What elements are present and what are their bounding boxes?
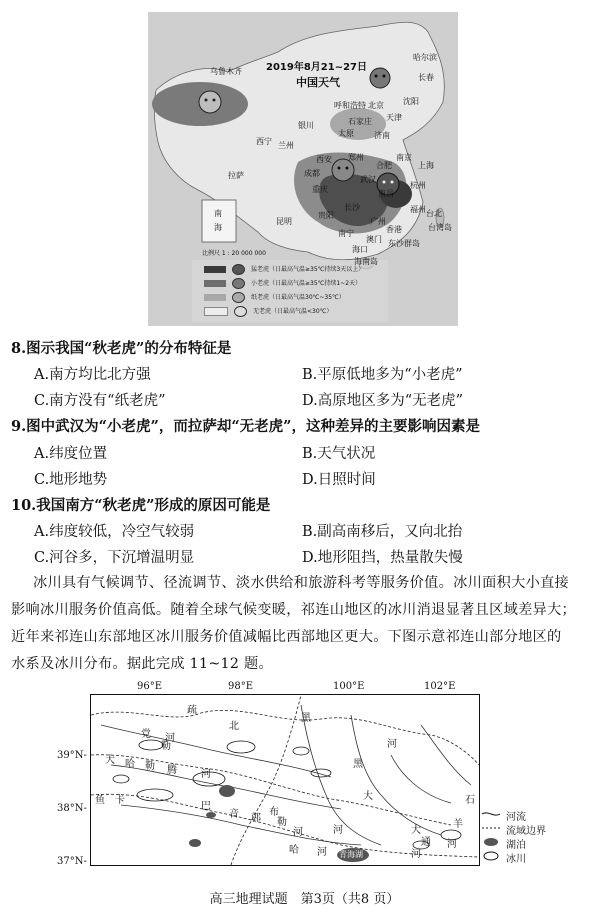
city-label: 南昌 [378, 189, 394, 198]
city-label: 济南 [374, 131, 390, 140]
city-label: 南京 [396, 153, 412, 162]
river-label: 郭 [251, 813, 261, 824]
city-label: 海南岛 [354, 257, 378, 266]
river-label: 党 [141, 729, 151, 740]
city-label: 沈阳 [403, 97, 419, 106]
option-8b: B.平原低地多为“小老虎” [302, 367, 463, 383]
legend-row [204, 264, 364, 274]
city-label: 上海 [418, 161, 434, 170]
river-label: 河 [293, 827, 303, 838]
city-label: 南宁 [338, 229, 354, 238]
city-label: 昆明 [276, 217, 292, 226]
city-label: 台北 [426, 209, 442, 218]
city-label: 银川 [298, 121, 314, 130]
lon-label: 98°E [228, 681, 254, 692]
river-label: 哈 [125, 759, 135, 770]
river-label: 河 [447, 839, 457, 850]
lake-label: 青海湖 [339, 850, 363, 859]
qilian-map [90, 694, 480, 866]
legend-swatch [204, 266, 226, 273]
passage-line: 近年来祁连山东部地区冰川服务价值减幅比西部地区更大。下图示意祁连山部分地区的 [11, 629, 562, 645]
inset-label: 海 [214, 223, 222, 232]
city-label: 长春 [418, 73, 434, 82]
city-label: 海口 [352, 245, 368, 254]
option-10b: B.副高南移后，又向北抬 [302, 524, 463, 540]
legend-swatch [204, 280, 226, 287]
river-label: 腾 [167, 765, 177, 776]
city-label: 石家庄 [348, 117, 372, 126]
river-label: 巴 [201, 801, 211, 812]
legend-label: 无老虎（日最高气温<30℃） [253, 308, 333, 315]
passage-line: 影响冰川服务价值高低。随着全球气候变暖，祁连山地区的冰川消退显著且区域差异大； [11, 602, 577, 618]
city-label: 重庆 [312, 185, 328, 194]
river-label: 鱼 [95, 795, 105, 806]
river-label: 布 [269, 807, 279, 818]
passage-line: 冰川具有气候调节、径流调节、淡水供给和旅游科考等服务价值。冰川面积大小直接 [33, 575, 570, 591]
legend-boundary: 流域边界 [506, 826, 546, 837]
page-footer: 高三地理试题 第3页（共8 页） [209, 892, 400, 907]
tiger-icon [370, 68, 390, 88]
legend-glacier: 冰川 [506, 854, 526, 865]
river-label: 勒 [277, 817, 287, 828]
map-title: 2019年8月21~27日 [266, 62, 368, 73]
legend-lake: 湖泊 [506, 840, 526, 851]
lat-label: 39°N- [57, 750, 87, 761]
river-label: 羊 [453, 819, 463, 830]
city-label: 呼和浩特 [334, 101, 366, 110]
weather-map [148, 12, 458, 326]
city-label: 东沙群岛 [388, 239, 420, 248]
inset-label: 南 [214, 209, 222, 218]
tiger-icon [232, 264, 245, 275]
option-8a: A.南方均比北方强 [34, 367, 151, 383]
legend-row [204, 292, 345, 302]
lon-label: 100°E [333, 681, 365, 692]
legend-label: 纸老虎（日最高气温30℃~35℃） [251, 294, 345, 301]
river-label: 卡 [115, 795, 125, 806]
tiger-icon [232, 278, 245, 289]
city-label: 北京 [368, 101, 384, 110]
option-8d: D.高原地区多为“无老虎” [302, 393, 464, 409]
river-label: 大 [363, 791, 373, 802]
city-label: 太原 [338, 129, 354, 138]
passage-line: 水系及冰川分布。据此完成 11~12 题。 [11, 656, 273, 672]
legend-row [204, 306, 332, 316]
river-label: 大 [411, 825, 421, 836]
lat-label: 38°N- [57, 803, 87, 814]
city-label: 广州 [370, 217, 386, 226]
city-label: 福州 [410, 205, 426, 214]
river-label: 黑 [353, 759, 363, 770]
city-label: 贵阳 [318, 211, 334, 220]
river-label: 河 [333, 825, 343, 836]
option-10d: D.地形阻挡，热量散失慢 [302, 550, 463, 566]
map-scale: 比例尺 1 : 20 000 000 [202, 250, 266, 257]
river-label: 石 [465, 795, 475, 806]
tiger-icon [234, 306, 247, 317]
river-label: 河 [317, 847, 327, 858]
river-label: 河 [165, 733, 175, 744]
option-9b: B.天气状况 [302, 446, 376, 462]
river-label: 黑 [301, 713, 311, 724]
city-label: 西宁 [256, 137, 272, 146]
river-label: 疏 [187, 705, 197, 716]
river-label: 勒 [161, 741, 171, 752]
river-label: 通 [421, 837, 431, 848]
city-label: 乌鲁木齐 [210, 67, 242, 76]
map-brand: 中国天气 [296, 76, 340, 89]
city-label: 澳门 [366, 235, 382, 244]
lon-label: 102°E [424, 681, 456, 692]
river-label: 大 [105, 755, 115, 766]
question-8: 8.图示我国“秋老虎”的分布特征是 [11, 340, 232, 357]
legend-swatch [204, 307, 228, 316]
city-label: 香港 [386, 225, 402, 234]
option-8c: C.南方没有“纸老虎” [34, 393, 166, 409]
legend-label: 猛老虎（日最高气温≥35℃持续3天以上） [251, 266, 365, 273]
city-label: 兰州 [278, 141, 294, 150]
city-label: 郑州 [348, 153, 364, 162]
option-10a: A.纬度较低，冷空气较弱 [34, 524, 195, 540]
lat-label: 37°N- [57, 856, 87, 867]
river-label: 北 [229, 721, 239, 732]
city-label: 天津 [386, 113, 402, 122]
city-label: 西安 [316, 155, 332, 164]
river-label: 河 [201, 769, 211, 780]
city-label: 杭州 [410, 181, 426, 190]
city-label: 武汉 [360, 175, 376, 184]
lon-label: 96°E [137, 681, 163, 692]
legend-swatch [204, 294, 226, 301]
question-9: 9.图中武汉为“小老虎”，而拉萨却“无老虎”，这种差异的主要影响因素是 [11, 418, 480, 435]
city-label: 长沙 [344, 203, 360, 212]
city-label: 拉萨 [228, 171, 244, 180]
map-legend-symbols [480, 808, 502, 868]
river-label: 哈 [289, 845, 299, 856]
city-label: 台湾岛 [428, 223, 452, 232]
river-label: 勒 [145, 761, 155, 772]
question-10: 10.我国南方“秋老虎”形成的原因可能是 [11, 497, 271, 514]
river-label: 音 [229, 809, 239, 820]
city-label: 哈尔滨 [413, 53, 437, 62]
option-10c: C.河谷多，下沉增温明显 [34, 550, 195, 566]
legend-row [204, 278, 361, 288]
river-label: 河 [387, 739, 397, 750]
legend-river: 河流 [506, 812, 526, 823]
tiger-icon [232, 292, 245, 303]
tiger-icon [199, 91, 221, 113]
option-9c: C.地形地势 [34, 472, 108, 488]
legend-label: 小老虎（日最高气温≥35℃持续1~2天） [251, 280, 362, 287]
option-9d: D.日照时间 [302, 472, 376, 488]
river-label: 河 [411, 849, 421, 860]
option-9a: A.纬度位置 [34, 446, 108, 462]
city-label: 合肥 [376, 161, 392, 170]
city-label: 成都 [304, 169, 320, 178]
